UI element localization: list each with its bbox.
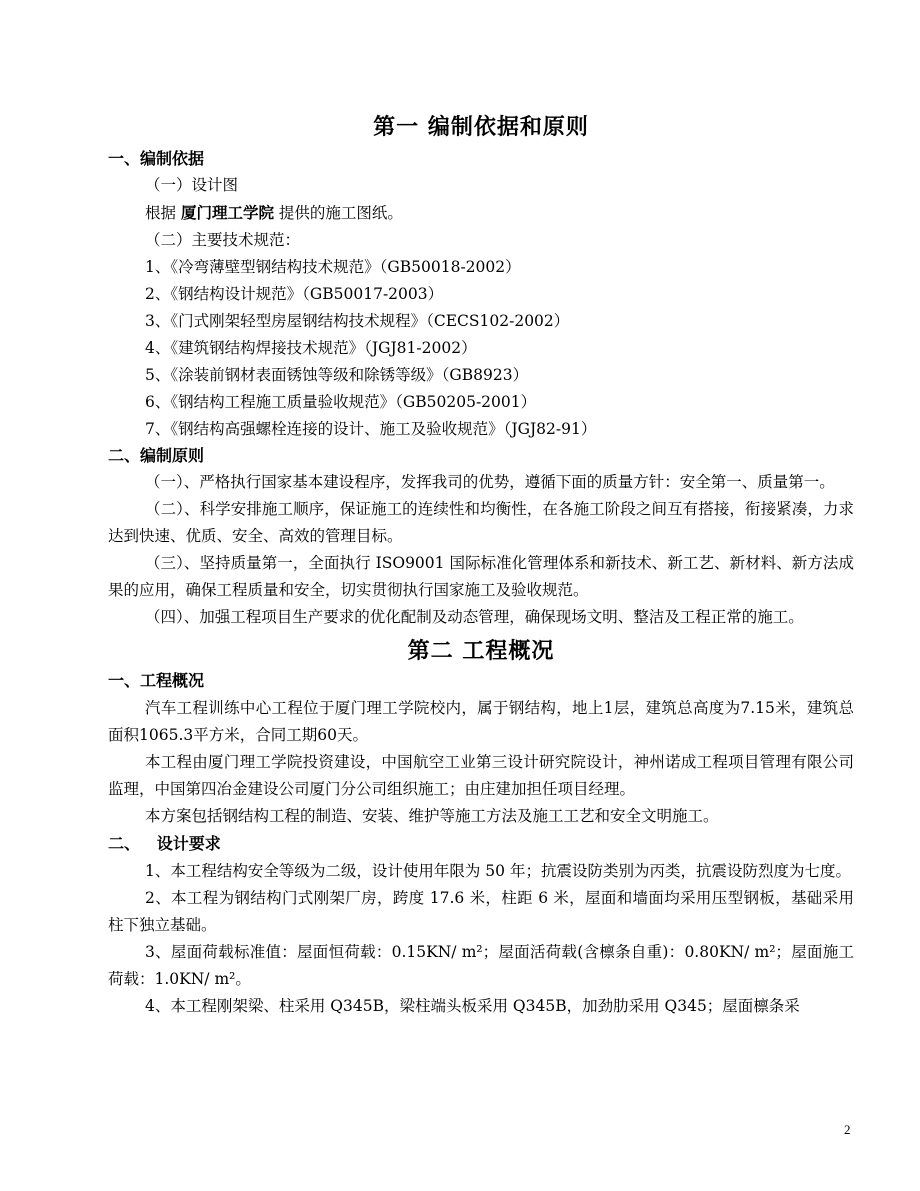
requirement-paragraph: 2、本工程为钢结构门式刚架厂房，跨度 17.6 米，柱距 6 米，屋面和墙面均采用压型钢板，基础采用柱下独立基础。	[108, 889, 854, 934]
page-number: 2	[844, 1122, 851, 1137]
standard-item: 3、《门式刚架轻型房屋钢结构技术规程》（CECS102-2002）	[145, 312, 570, 330]
sub-heading-drawings: （一）设计图	[145, 176, 239, 194]
standard-item: 5、《涂装前钢材表面锈蚀等级和除锈等级》（GB8923）	[145, 366, 529, 384]
section-2-title: 第二 工程概况	[407, 638, 555, 664]
principle-paragraph: （四）、加强工程项目生产要求的优化配制及动态管理，确保现场文明、整洁及工程正常的施工。	[145, 608, 804, 626]
standard-item: 7、《钢结构高强螺栓连接的设计、施工及验收规范》（JGJ82-91）	[145, 420, 597, 438]
basis-line	[108, 199, 854, 227]
principle-paragraph: （一）、严格执行国家基本建设程序，发挥我司的优势，遵循下面的质量方针：安全第一、质量第一。	[145, 473, 835, 491]
standard-item: 1、《冷弯薄壁型钢结构技术规范》（GB50018-2002）	[145, 258, 521, 276]
requirement-paragraph: 4、本工程刚架梁、柱采用 Q345B，梁柱端头板采用 Q345B，加劲肋采用 Q345；屋面檩条采	[145, 997, 800, 1015]
heading-principles: 二、编制原则	[108, 446, 205, 465]
basis-school: 厦门理工学院	[180, 203, 274, 222]
standard-item: 2、《钢结构设计规范》（GB50017-2003）	[145, 285, 444, 303]
standard-item: 6、《钢结构工程施工质量验收规范》（GB50205-2001）	[145, 393, 537, 411]
requirement-paragraph: 1、本工程结构安全等级为二级，设计使用年限为 50 年；抗震设防类别为丙类，抗震设防烈度为七度。	[145, 862, 851, 880]
document-page	[108, 0, 854, 1020]
requirement-paragraph: 3、屋面荷载标准值：屋面恒荷载：0.15KN/ m²；屋面活荷载(含檩条自重)：0.80KN/ m²；屋面施工荷载：1.0KN/ m²。	[108, 943, 854, 988]
overview-paragraph: 本方案包括钢结构工程的制造、安装、维护等施工方法及施工工艺和安全文明施工。	[145, 807, 719, 825]
principle-paragraph: （二）、科学安排施工顺序，保证施工的连续性和均衡性，在各施工阶段之间互有搭接，衔接紧凑，力求达到快速、优质、安全、高效的管理目标。	[108, 500, 854, 545]
sub-heading-standards: （二）主要技术规范：	[145, 231, 301, 249]
heading-design-requirements: 二、 设计要求	[108, 834, 221, 853]
basis-pre: 根据	[145, 204, 181, 222]
heading-basis: 一、编制依据	[108, 149, 205, 168]
overview-paragraph: 汽车工程训练中心工程位于厦门理工学院校内，属于钢结构，地上1层，建筑总高度为7.15米，建筑总面积1065.3平方米，合同工期60天。	[108, 699, 854, 744]
basis-post: 提供的施工图纸。	[273, 204, 403, 222]
overview-paragraph: 本工程由厦门理工学院投资建设，中国航空工业第三设计研究院设计，神州诺成工程项目管理有限公司监理，中国第四冶金建设公司厦门分公司组织施工；由庄建加担任项目经理。	[108, 753, 854, 798]
section-1-title: 第一 编制依据和原则	[373, 114, 589, 140]
heading-overview: 一、工程概况	[108, 671, 205, 690]
principle-paragraph: （三）、坚持质量第一，全面执行 ISO9001 国际标准化管理体系和新技术、新工艺、新材料、新方法成果的应用，确保工程质量和安全，切实贯彻执行国家施工及验收规范。	[108, 554, 854, 599]
standard-item: 4、《建筑钢结构焊接技术规范》（JGJ81-2002）	[145, 339, 477, 357]
